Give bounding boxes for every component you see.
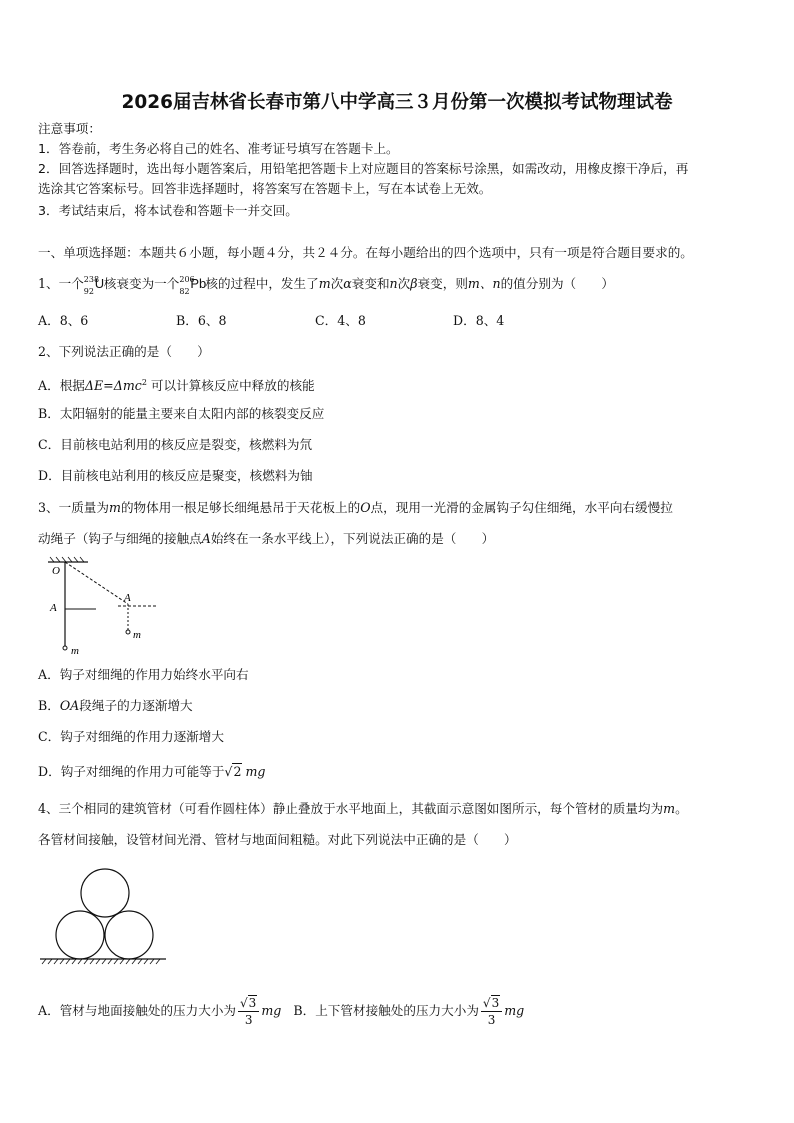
lead-nuclide: 206 82 Pb xyxy=(179,275,207,296)
notice-item-1: 1．答卷前，考生务必将自己的姓名、准考证号填写在答题卡上。 xyxy=(38,141,399,156)
displaced-rope xyxy=(65,562,128,604)
q1-option-c: C．4、8 xyxy=(315,313,366,328)
q3-option-a: A．钩子对细绳的作用力始终水平向右 xyxy=(38,667,249,682)
q1-option-a: A．8、6 xyxy=(38,313,89,328)
bottom-left-pipe xyxy=(56,911,104,959)
label-m-displaced: m xyxy=(133,629,141,641)
question-2-stem: 2、下列说法正确的是（ ） xyxy=(38,344,210,359)
question-3-stem-line2: 动绳子（钩子与细绳的接触点A始终在一条水平线上），下列说法正确的是（ ） xyxy=(38,531,495,546)
ceiling-hatch xyxy=(50,557,84,562)
q4-options-a-b xyxy=(38,995,524,1028)
q1-option-b: B．6、8 xyxy=(176,313,227,328)
q2-option-c: C．目前核电站利用的核反应是裂变，核燃料为氘 xyxy=(38,437,313,452)
label-a-original: A xyxy=(50,602,57,614)
q3-option-b: B．OA段绳子的力逐渐增大 xyxy=(38,698,193,713)
q3-rope-hook-figure xyxy=(38,556,168,656)
q4-pipes-figure xyxy=(38,860,168,970)
label-a-displaced: A xyxy=(124,592,131,604)
question-1-stem: 1、一个 238 92 U 核衰变为一个 206 82 Pb 核的过程中，发生了m次α衰变和n次β衰变，则m、n的值分别为（ ） xyxy=(38,275,614,296)
notice-item-3: 3．考试结束后，将本试卷和答题卡一并交回。 xyxy=(38,203,298,218)
uranium-nuclide: 238 92 U xyxy=(83,275,105,296)
ground-hatch xyxy=(42,959,160,964)
q2-option-a: A．根据ΔE=Δmc$^2$ 可以计算核反应中释放的核能 xyxy=(38,378,315,394)
q3-option-d: D．钩子对细绳的作用力可能等于√2 mg xyxy=(38,764,266,779)
label-o: O xyxy=(52,565,60,577)
question-4-stem-line2: 各管材间接触，设管材间光滑、管材与地面间粗糙。对此下列说法中正确的是（ ） xyxy=(38,832,517,847)
notice-item-2-cont: 选涂其它答案标号。回答非选择题时，将答案写在答题卡上，写在本试卷上无效。 xyxy=(38,181,492,196)
q4-option-b: B．上下管材接触处的压力大小为 $\frac{√3}{3}$ mg xyxy=(293,996,525,1027)
question-3-stem-line1: 3、一质量为m的物体用一根足够长细绳悬吊于天花板上的O点，现用一光滑的金属钩子勾住细绳，水平向右缓慢拉 xyxy=(38,500,673,515)
notice-item-2: 2．回答选择题时，选出每小题答案后，用铅笔把答题卡上对应题目的答案标号涂黑，如需改动，用橡皮擦干净后，再 xyxy=(38,161,689,176)
q2-option-b: B．太阳辐射的能量主要来自太阳内部的核裂变反应 xyxy=(38,406,325,421)
q2-option-d: D．目前核电站利用的核反应是聚变，核燃料为铀 xyxy=(38,468,313,483)
q4-option-a: A．管材与地面接触处的压力大小为 $\frac{√3}{3}$ mg xyxy=(38,996,282,1027)
exam-title: 2026届吉林省长春市第八中学高三３月份第一次模拟考试物理试卷 xyxy=(121,92,673,113)
label-m-original: m xyxy=(71,645,79,656)
notice-heading: 注意事项： xyxy=(38,121,101,136)
q3-option-c: C．钩子对细绳的作用力逐渐增大 xyxy=(38,729,224,744)
top-pipe xyxy=(81,869,129,917)
mass-original xyxy=(63,646,67,650)
question-4-stem-line1: 4、三个相同的建筑管材（可看作圆柱体）静止叠放于水平地面上，其截面示意图如图所示，每个管材的质量均为m。 xyxy=(38,801,688,816)
bottom-right-pipe xyxy=(105,911,153,959)
section-heading: 一、单项选择题：本题共６小题，每小题４分，共２４分。在每小题给出的四个选项中，只有一项是符合题目要求的。 xyxy=(38,245,693,260)
q1-option-d: D．8、4 xyxy=(453,313,505,328)
mass-displaced xyxy=(126,630,130,634)
